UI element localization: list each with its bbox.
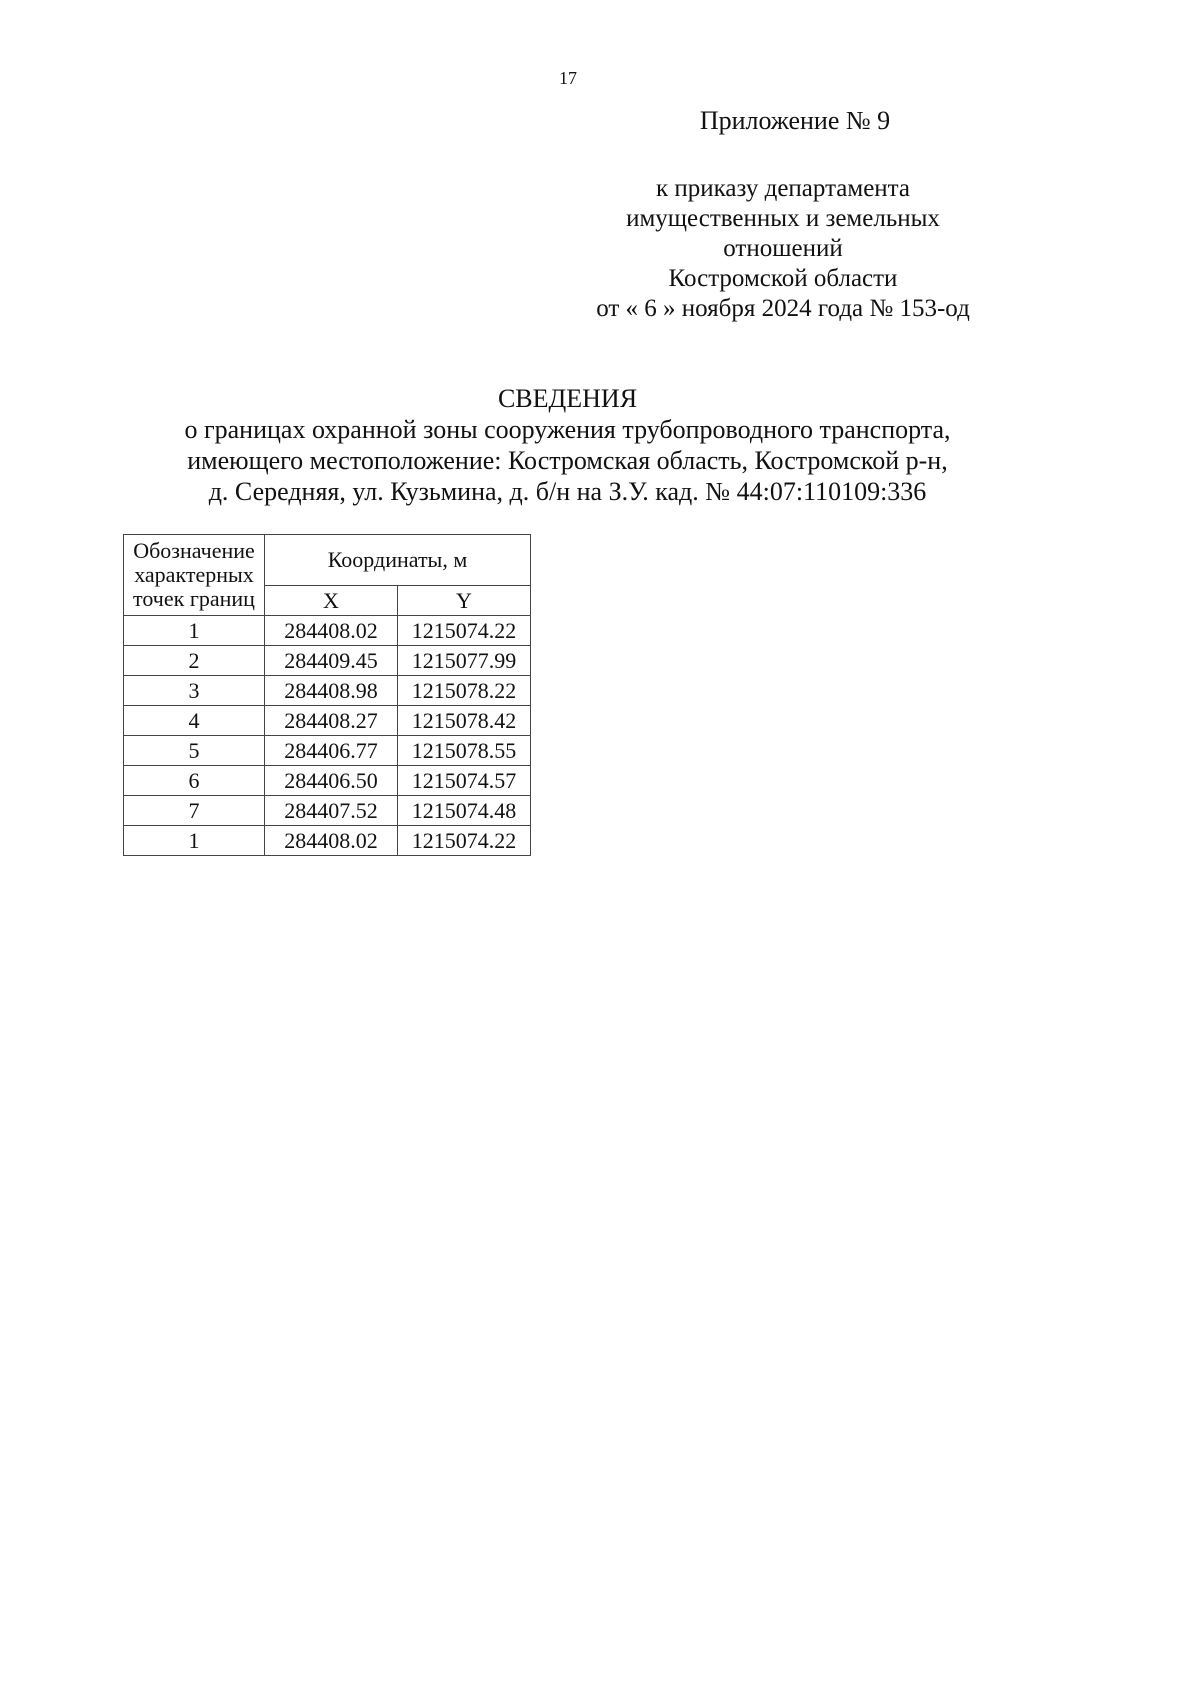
point-number: 2 [124, 646, 265, 676]
order-line: к приказу департамента [655, 175, 911, 202]
x-coordinate: 284408.02 [265, 616, 398, 646]
x-coordinate: 284406.50 [265, 766, 398, 796]
header-line: Обозначение [133, 538, 255, 563]
y-coordinate: 1215074.22 [398, 826, 531, 856]
order-line: имущественных и земельных [626, 205, 940, 232]
table-row [124, 706, 531, 736]
point-number: 5 [124, 736, 265, 766]
point-number: 3 [124, 676, 265, 706]
table-row [124, 796, 531, 826]
y-coordinate: 1215074.22 [398, 616, 531, 646]
order-reference [580, 174, 986, 324]
page-number: 17 [559, 68, 577, 88]
x-coordinate: 284409.45 [265, 646, 398, 676]
table-row [124, 736, 531, 766]
y-coordinate: 1215074.48 [398, 796, 531, 826]
y-coordinate: 1215077.99 [398, 646, 531, 676]
table-row [124, 826, 531, 856]
y-coordinate: 1215078.22 [398, 676, 531, 706]
coordinates-table [123, 534, 531, 856]
subtitle-line: имеющего местоположение: Костромская область, Костромской р-н, [187, 446, 948, 475]
y-coordinate: 1215078.55 [398, 736, 531, 766]
table-row [124, 766, 531, 796]
subtitle-line: о границах охранной зоны сооружения трубопроводного транспорта, [184, 415, 951, 444]
table-row [124, 676, 531, 706]
x-coordinate: 284408.02 [265, 826, 398, 856]
point-designation-header [124, 535, 265, 616]
x-header: X [265, 586, 398, 616]
table-header-row [124, 535, 531, 586]
y-coordinate: 1215078.42 [398, 706, 531, 736]
order-line: отношений [723, 235, 843, 262]
table-row [124, 646, 531, 676]
order-line: от « 6 » ноября 2024 года № 153-од [596, 295, 970, 322]
point-number: 6 [124, 766, 265, 796]
appendix-heading: Приложение № 9 [699, 106, 891, 135]
x-coordinate: 284406.77 [265, 736, 398, 766]
point-number: 1 [124, 826, 265, 856]
coordinates-header: Координаты, м [265, 535, 531, 586]
point-number: 4 [124, 706, 265, 736]
x-coordinate: 284407.52 [265, 796, 398, 826]
y-header: Y [398, 586, 531, 616]
x-coordinate: 284408.27 [265, 706, 398, 736]
header-line: точек границ [133, 586, 255, 611]
document-title: СВЕДЕНИЯ [497, 384, 638, 413]
subtitle-line: д. Середняя, ул. Кузьмина, д. б/н на З.У. кад. № 44:07:110109:336 [208, 477, 927, 506]
y-coordinate: 1215074.57 [398, 766, 531, 796]
document-title-block [120, 383, 1015, 507]
header-line: характерных [134, 562, 254, 587]
order-line: Костромской области [668, 265, 898, 292]
point-number: 7 [124, 796, 265, 826]
point-number: 1 [124, 616, 265, 646]
table-row [124, 616, 531, 646]
x-coordinate: 284408.98 [265, 676, 398, 706]
